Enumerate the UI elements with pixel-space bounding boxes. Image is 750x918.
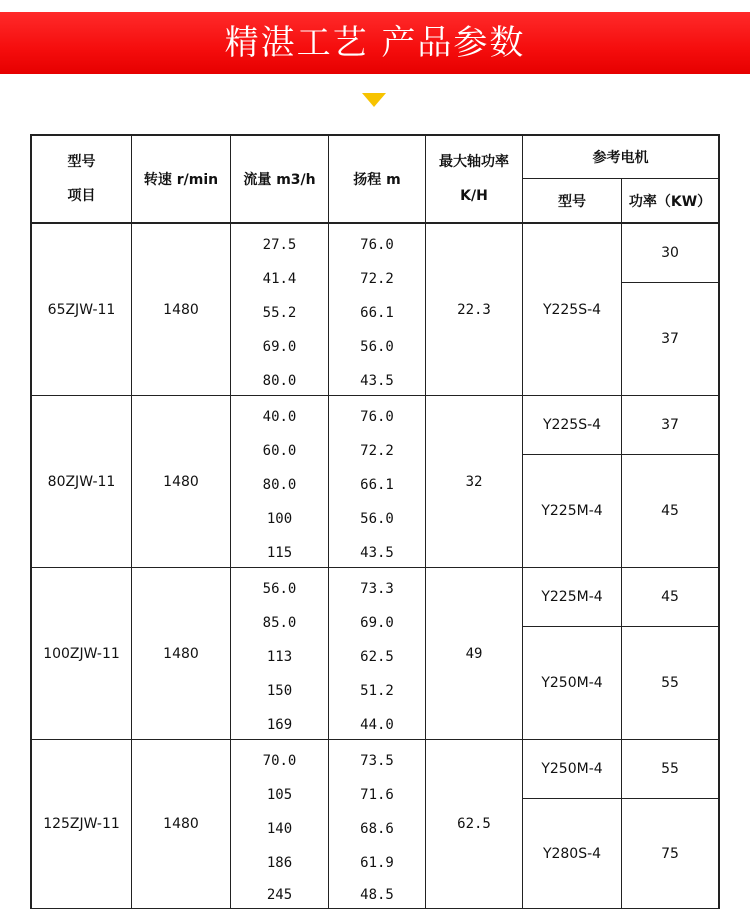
max-power-cell: 62.5 [457,816,491,832]
speed-cell: 1480 [163,816,199,832]
head-value: 43.5 [360,373,394,389]
motor-model-cell: Y225M-4 [541,503,603,519]
banner-title: 精湛工艺 产品参数 [224,23,526,63]
head-value: 56.0 [360,511,394,527]
model-cell: 65ZJW-11 [47,301,116,318]
head-value: 43.5 [360,545,394,561]
header-motor-model: 型号 [558,193,586,210]
head-value: 72.2 [360,443,394,459]
head-value: 73.5 [360,753,394,769]
flow-value: 80.0 [262,477,297,493]
flow-value: 85.0 [262,615,297,631]
model-cell: 125ZJW-11 [43,816,120,832]
motor-model-cell: Y225M-4 [541,589,603,605]
motor-model-cell: Y225S-4 [542,301,602,318]
motor-model-cell: Y250M-4 [541,761,603,777]
flow-value: 27.5 [262,237,297,253]
motor-power-cell: 30 [661,245,679,261]
flow-value: 40.0 [262,409,297,425]
flow-value: 41.4 [262,271,297,287]
head-value: 61.9 [360,855,394,871]
header-motor-group: 参考电机 [592,150,649,166]
flow-value: 105 [266,787,293,803]
speed-cell: 1480 [163,473,199,490]
header-flow: 流量 m3/h [243,172,316,188]
header-model [32,136,131,222]
max-power-cell: 22.3 [457,301,491,318]
flow-value: 186 [266,855,293,871]
head-value: 51.2 [360,683,394,699]
flow-value: 69.0 [262,339,297,355]
speed-cell: 1480 [163,645,199,662]
motor-power-cell: 45 [661,589,679,605]
flow-value: 70.0 [262,753,297,769]
head-value: 68.6 [360,821,394,837]
motor-power-cell: 37 [661,417,679,433]
head-value: 76.0 [360,237,394,253]
header-motor-power: 功率（KW） [628,193,712,210]
header-head: 扬程 m [353,172,401,188]
model-cell: 80ZJW-11 [47,473,116,490]
flow-value: 56.0 [262,581,297,597]
head-value: 73.3 [360,581,394,597]
head-value: 72.2 [360,271,394,287]
head-value: 71.6 [360,787,394,803]
flow-value: 113 [266,649,293,665]
head-value: 66.1 [360,305,394,321]
flow-value: 140 [266,821,293,837]
header-model-line1: 型号 [67,154,96,170]
header-speed: 转速 r/min [143,172,219,188]
motor-model-cell: Y250M-4 [541,675,603,691]
motor-model-cell: Y225S-4 [542,417,602,433]
header-max-power [426,136,522,222]
head-value: 69.0 [360,615,394,631]
head-value: 66.1 [360,477,394,493]
table-border-right [718,134,720,909]
head-value: 48.5 [360,887,394,903]
flow-value: 80.0 [262,373,297,389]
motor-power-cell: 37 [661,331,679,347]
head-value: 76.0 [360,409,394,425]
motor-power-cell: 55 [661,675,679,691]
speed-cell: 1480 [163,301,199,318]
motor-model-cell: Y280S-4 [542,845,602,862]
header-max-power-line1: 最大轴功率 [439,154,509,170]
head-value: 44.0 [360,717,394,733]
motor-power-cell: 45 [661,503,679,519]
header-max-power-line2: K/H [460,188,488,204]
flow-value: 100 [266,511,293,527]
max-power-cell: 32 [465,473,483,490]
max-power-cell: 49 [465,645,483,662]
model-cell: 100ZJW-11 [43,645,120,662]
head-value: 56.0 [360,339,394,355]
flow-value: 245 [266,887,293,903]
header-model-line2: 项目 [67,188,96,204]
motor-power-cell: 55 [661,761,679,777]
flow-value: 169 [266,717,293,733]
flow-value: 115 [266,545,293,561]
motor-power-cell: 75 [661,845,679,862]
head-value: 62.5 [360,649,394,665]
flow-value: 150 [266,683,293,699]
flow-value: 60.0 [262,443,297,459]
flow-value: 55.2 [262,305,297,321]
